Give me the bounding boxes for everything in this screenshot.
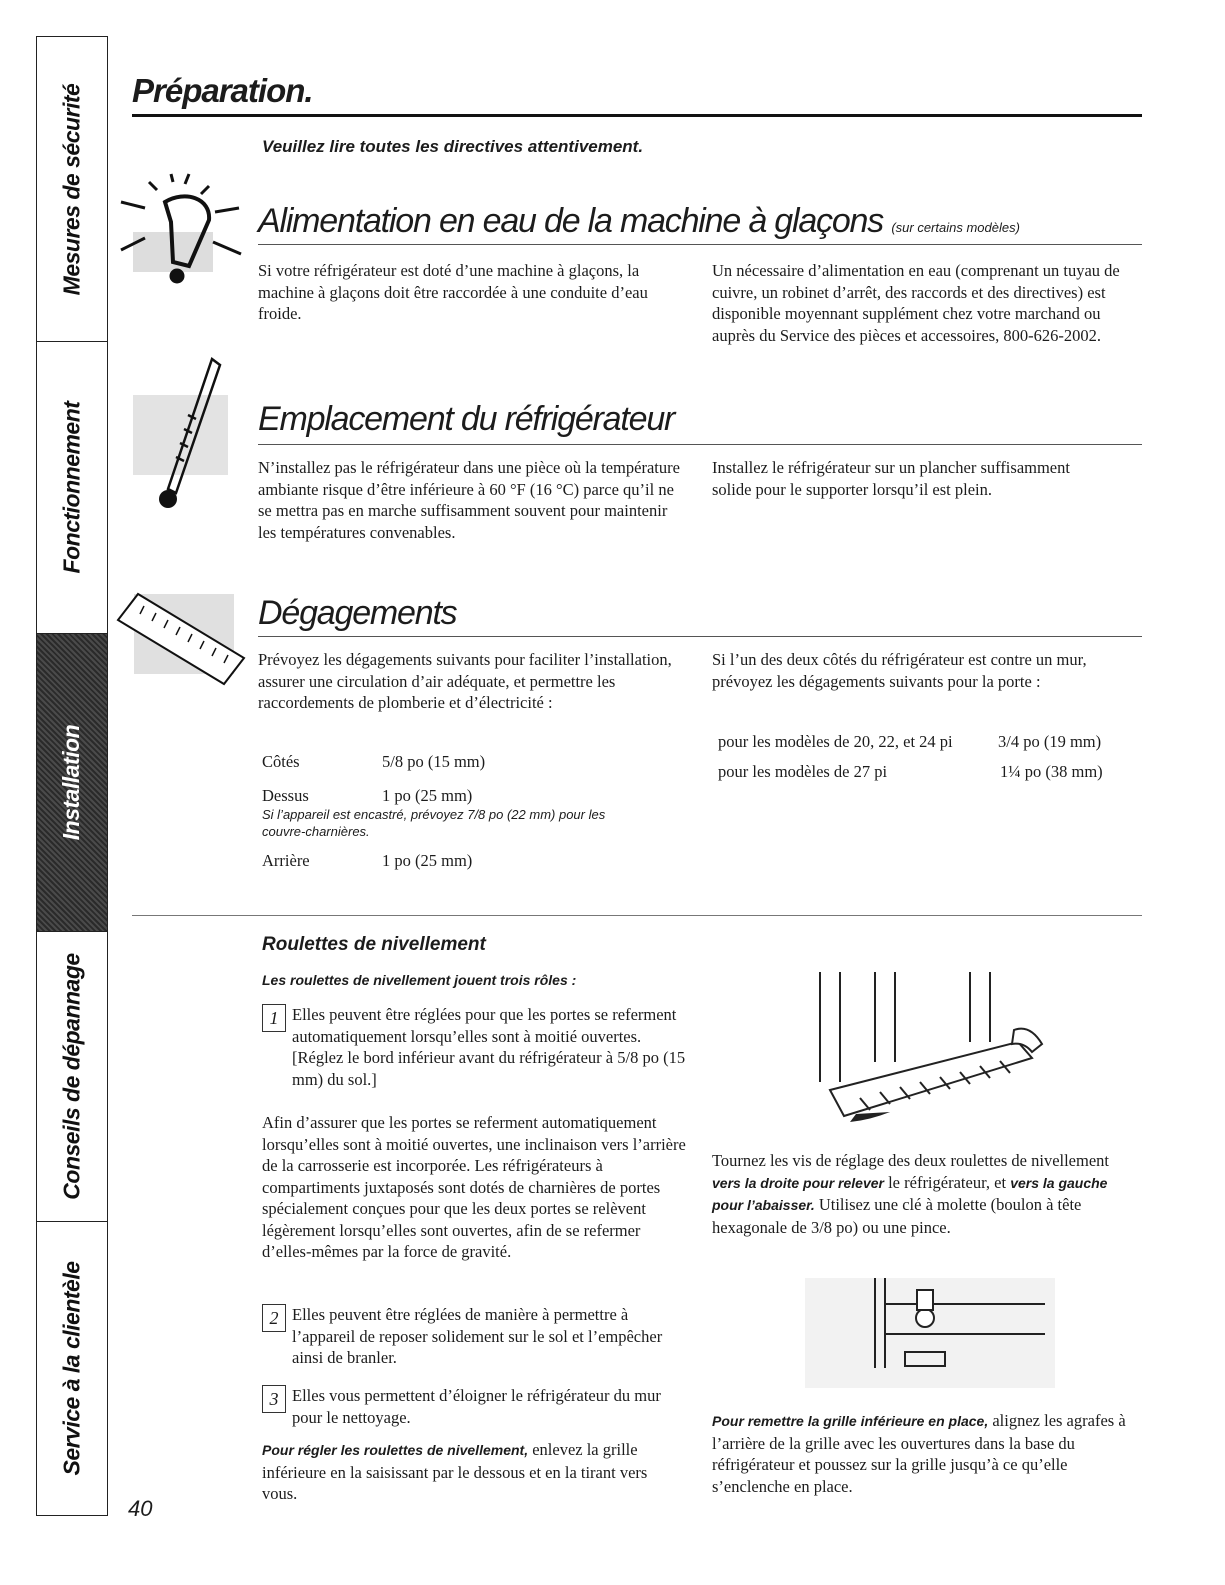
ruler-icon: [114, 580, 254, 695]
rollers-title: Roulettes de nivellement: [262, 934, 486, 955]
location-right-text: Installez le réfrigérateur sur un plancher suffisamment solide pour le supporter lorsqu’il est plein.: [712, 458, 1070, 499]
location-section-title: Emplacement du réfrigérateur: [258, 400, 675, 438]
water-right-text: Un nécessaire d’alimentation en eau (comprenant un tuyau de cuivre, un robinet d’arrêt, des raccords et des directives) est disponible moyennant supplément chez votre marchand ou auprès du Service des pièces et accessoires, 800-626-2002.: [712, 261, 1120, 345]
page-number: 40: [128, 1496, 153, 1521]
location-rule: [258, 444, 1142, 445]
section-divider: [132, 915, 1142, 916]
water-section-title: Alimentation en eau de la machine à glaçons (sur certains modèles): [258, 202, 1020, 240]
rollers-adjust-text: Pour régler les roulettes de nivellement, enlevez la grille inférieure en la saisissant par le dessous et en la tirant vers vous.: [262, 1440, 648, 1503]
door-row-20-24: pour les modèles de 20, 22, et 24 pi 3/4 po (19 mm): [718, 732, 1102, 751]
door-row-27: pour les modèles de 27 pi 1¼ po (38 mm): [718, 761, 1103, 781]
clearance-right-text: Si l’un des deux côtés du réfrigérateur est contre un mur, prévoyez les dégagements suivants pour la porte :: [712, 650, 1087, 691]
intro-instruction: Veuillez lire toutes les directives attentivement.: [262, 137, 644, 156]
rollers-subtitle: Les roulettes de nivellement jouent trois rôles :: [262, 972, 577, 988]
rollers-paragraph: Afin d’assurer que les portes se referment automatiquement lorsqu’elles sont à moitié ouvertes, une inclinaison vers l’arrière de la carrosserie est incorporée. Les réfrigérateurs à compartiments juxtaposés sont dotés de charnières de portes spécialement conçues pour que les deux portes se relèvent légèrement lorsqu’elles sont ouvertes, afin de se refermer d’elles-mêmes par la force de gravité.: [262, 1113, 686, 1261]
title-rule: [132, 114, 1142, 117]
roller-adjust-illustration: [805, 1278, 1055, 1393]
tab-safety[interactable]: Mesures de sécurité: [37, 37, 107, 342]
tab-troubleshooting[interactable]: Conseils de dépannage: [37, 932, 107, 1222]
page-title: Préparation.: [132, 72, 313, 109]
item-number-box: 3: [262, 1385, 286, 1413]
tab-operation[interactable]: Fonctionnement: [37, 342, 107, 634]
clearance-rule: [258, 636, 1142, 637]
location-left-text: N’installez pas le réfrigérateur dans une pièce où la température ambiante risque d’être inférieure à 60 °F (16 °C) parce qu’il ne se mettra pas en marche suffisamment souvent pour maintenir les températures convenables.: [258, 458, 680, 542]
clearance-row-sides: Côtés 5/8 po (15 mm): [262, 752, 486, 771]
grille-removal-illustration: [800, 972, 1050, 1132]
item-number-box: 1: [262, 1004, 286, 1032]
door-clearance-table: [718, 731, 1138, 782]
clearance-left-text: Prévoyez les dégagements suivants pour faciliter l’installation, assurer une circulation d’air adéquate, et permettre les raccordements de plomberie et d’électricité :: [258, 650, 672, 712]
roller-item-2: 2 Elles peuvent être réglées de manière à permettre à l’appareil de reposer solidement sur le sol et l’empêcher ainsi de branler.: [262, 1304, 692, 1369]
tab-installation[interactable]: Installation: [37, 634, 107, 932]
roller-item-1: 1 Elles peuvent être réglées pour que les portes se referment automatiquement lorsqu’elles sont à moitié ouvertes. [Réglez le bord inférieur avant du réfrigérateur à 5/8 po (15 mm) du sol.]: [262, 1004, 692, 1090]
side-tab-column: [36, 36, 108, 1516]
rollers-replace-text: Pour remettre la grille inférieure en place, alignez les agrafes à l’arrière de la grille avec les ouvertures dans la base du réfrigérateur et poussez sur la grille jusqu’à ce qu’elle s’enclenche en place.: [712, 1411, 1126, 1496]
clearance-table: [262, 751, 682, 872]
rollers-turn-text: Tournez les vis de réglage des deux roulettes de nivellement vers la droite pour relever le réfrigérateur, et vers la gauche pour l’abaisser. Utilisez une clé à molette (boulon à tête hexagonale de 3/8 po) ou une pince.: [712, 1151, 1109, 1237]
thermometer-icon: [128, 355, 238, 515]
clearance-note: Si l’appareil est encastré, prévoyez 7/8 po (22 mm) pour les couvre-charnières.: [262, 807, 606, 839]
water-left-text: Si votre réfrigérateur est doté d’une machine à glaçons, la machine à glaçons doit être raccordée à une conduite d’eau froide.: [258, 261, 648, 323]
water-rule: [258, 244, 1142, 245]
item-number-box: 2: [262, 1304, 286, 1332]
clearance-section-title: Dégagements: [258, 594, 457, 632]
clearance-row-back: Arrière 1 po (25 mm): [262, 851, 473, 870]
clearance-row-top: Dessus 1 po (25 mm): [262, 785, 473, 805]
roller-item-3: 3 Elles vous permettent d’éloigner le réfrigérateur du mur pour le nettoyage.: [262, 1385, 692, 1428]
warning-bulb-icon: [115, 172, 250, 297]
tab-customer-service[interactable]: Service à la clientèle: [37, 1222, 107, 1515]
